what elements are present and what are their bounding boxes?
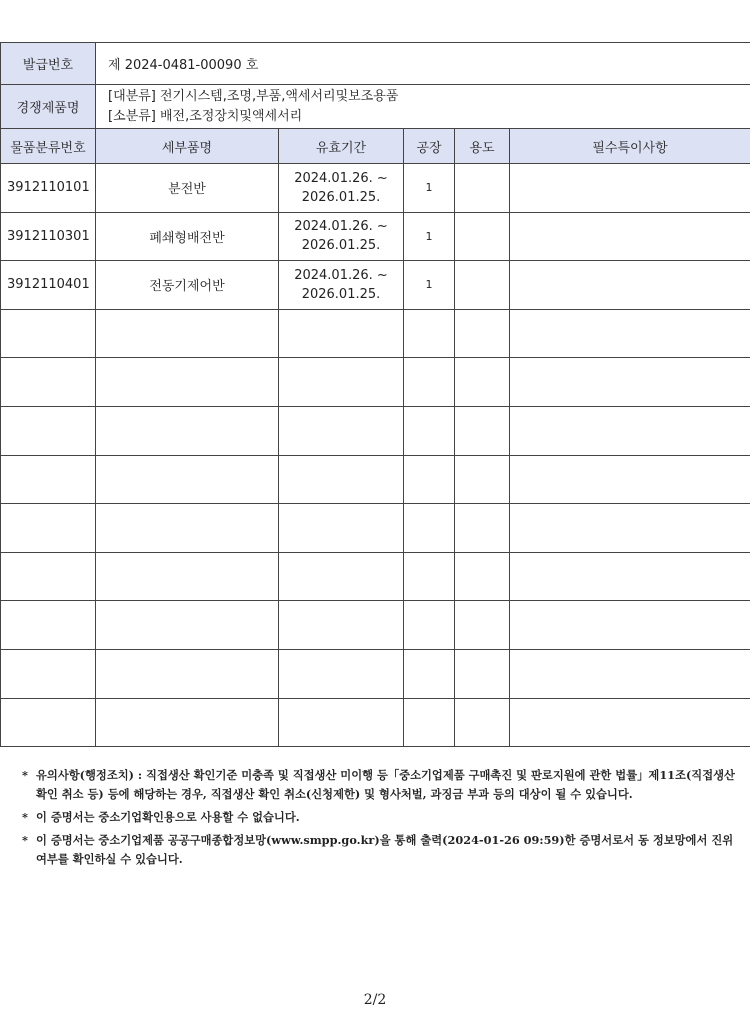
column-header-row (1, 129, 750, 164)
item-code-cell: 3912110401 (1, 261, 96, 310)
column-header-usage: 용도 (455, 129, 510, 164)
empty-cell (455, 309, 510, 358)
empty-cell (279, 649, 404, 698)
empty-cell (96, 649, 279, 698)
empty-cell (455, 649, 510, 698)
empty-cell (1, 504, 96, 553)
column-header-notes: 필수특이사항 (510, 129, 750, 164)
notice-text: 유의사항(행정조치) : 직접생산 확인기준 미충족 및 직접생산 미이행 등「중소기업제품 구매촉진 및 판로지원에 관한 법률」제11조(직접생산 확인 취소 등) 등에 해당하는 경우, 직접생산 확인 취소(신청제한) 및 형사처벌, 과징금 부과 등의 대상이 될 수 있습니다. (36, 768, 735, 801)
empty-cell (455, 358, 510, 407)
notice-item (22, 831, 742, 869)
empty-cell (279, 358, 404, 407)
empty-cell (404, 649, 455, 698)
empty-cell (1, 455, 96, 504)
table-row (1, 164, 750, 213)
validity-period-cell (279, 212, 404, 261)
special-notes-cell (510, 164, 750, 213)
item-code-cell: 3912110301 (1, 212, 96, 261)
table-row (1, 261, 750, 310)
validity-start: 2024.01.26. ~ (294, 267, 388, 283)
empty-cell (1, 698, 96, 747)
empty-cell (1, 552, 96, 601)
notice-bullet: * (22, 833, 28, 847)
empty-cell (455, 698, 510, 747)
issue-number-value: 제 2024-0481-00090 호 (96, 43, 750, 85)
factory-cell: 1 (404, 164, 455, 213)
empty-cell (510, 358, 750, 407)
empty-cell (96, 455, 279, 504)
empty-cell (279, 455, 404, 504)
special-notes-cell (510, 212, 750, 261)
empty-cell (279, 309, 404, 358)
empty-cell (279, 601, 404, 650)
validity-start: 2024.01.26. ~ (294, 219, 388, 235)
empty-cell (96, 552, 279, 601)
factory-cell: 1 (404, 261, 455, 310)
empty-cell (455, 601, 510, 650)
column-header-period: 유효기간 (279, 129, 404, 164)
notice-text: 이 증명서는 중소기업제품 공공구매종합정보망(www.smpp.go.kr)을 통해 출력(2024-01-26 09:59)한 증명서로서 동 정보망에서 진위여부를 확인하실 수 있습니다. (36, 833, 734, 866)
empty-cell (404, 406, 455, 455)
empty-table-row (1, 698, 750, 747)
empty-cell (510, 649, 750, 698)
validity-end: 2026.01.25. (301, 189, 381, 205)
product-name-label: 경쟁제품명 (1, 85, 96, 129)
column-header-code: 물품분류번호 (1, 129, 96, 164)
item-name-cell: 폐쇄형배전반 (96, 212, 279, 261)
certificate-table (0, 42, 750, 747)
empty-cell (404, 455, 455, 504)
item-name-cell: 분전반 (96, 164, 279, 213)
product-major-category: [대분류] 전기시스템,조명,부품,액세서리및보조용품 (108, 88, 399, 104)
product-name-row (1, 85, 750, 129)
validity-end: 2026.01.25. (301, 286, 381, 302)
empty-table-row (1, 601, 750, 650)
empty-cell (96, 358, 279, 407)
empty-table-row (1, 455, 750, 504)
empty-cell (510, 601, 750, 650)
validity-start: 2024.01.26. ~ (294, 170, 388, 186)
item-code-cell: 3912110101 (1, 164, 96, 213)
product-minor-category: [소분류] 배전,조정장치및액세서리 (108, 108, 303, 124)
empty-cell (455, 504, 510, 553)
usage-cell (455, 212, 510, 261)
empty-cell (510, 309, 750, 358)
empty-cell (279, 504, 404, 553)
usage-cell (455, 261, 510, 310)
empty-cell (279, 698, 404, 747)
empty-table-row (1, 358, 750, 407)
factory-cell: 1 (404, 212, 455, 261)
empty-cell (455, 552, 510, 601)
empty-cell (404, 309, 455, 358)
empty-cell (510, 504, 750, 553)
product-name-value (96, 85, 750, 129)
empty-cell (279, 552, 404, 601)
empty-cell (404, 601, 455, 650)
notice-section (22, 766, 742, 873)
empty-cell (404, 552, 455, 601)
notice-bullet: * (22, 768, 28, 782)
empty-cell (455, 455, 510, 504)
issue-number-row (1, 43, 750, 85)
column-header-name: 세부품명 (96, 129, 279, 164)
empty-cell (1, 406, 96, 455)
empty-table-row (1, 649, 750, 698)
empty-table-row (1, 406, 750, 455)
empty-cell (1, 309, 96, 358)
page-number: 2/2 (363, 992, 387, 1008)
item-name-cell: 전동기제어반 (96, 261, 279, 310)
validity-end: 2026.01.25. (301, 238, 381, 254)
empty-cell (1, 649, 96, 698)
empty-cell (510, 455, 750, 504)
empty-cell (404, 698, 455, 747)
empty-cell (510, 552, 750, 601)
empty-cell (455, 406, 510, 455)
special-notes-cell (510, 261, 750, 310)
empty-cell (96, 601, 279, 650)
empty-table-row (1, 552, 750, 601)
notice-text: 이 증명서는 중소기업확인용으로 사용할 수 없습니다. (36, 810, 300, 824)
empty-cell (510, 698, 750, 747)
empty-cell (1, 601, 96, 650)
validity-period-cell (279, 261, 404, 310)
issue-number-label: 발급번호 (1, 43, 96, 85)
validity-period-cell (279, 164, 404, 213)
empty-table-row (1, 309, 750, 358)
empty-cell (404, 504, 455, 553)
column-header-factory: 공장 (404, 129, 455, 164)
empty-cell (96, 309, 279, 358)
empty-table-row (1, 504, 750, 553)
empty-cell (96, 504, 279, 553)
empty-cell (96, 406, 279, 455)
table-row (1, 212, 750, 261)
notice-bullet: * (22, 810, 28, 824)
notice-item (22, 766, 742, 804)
empty-cell (510, 406, 750, 455)
empty-cell (96, 698, 279, 747)
notice-item (22, 808, 742, 827)
empty-cell (279, 406, 404, 455)
empty-cell (1, 358, 96, 407)
usage-cell (455, 164, 510, 213)
empty-cell (404, 358, 455, 407)
